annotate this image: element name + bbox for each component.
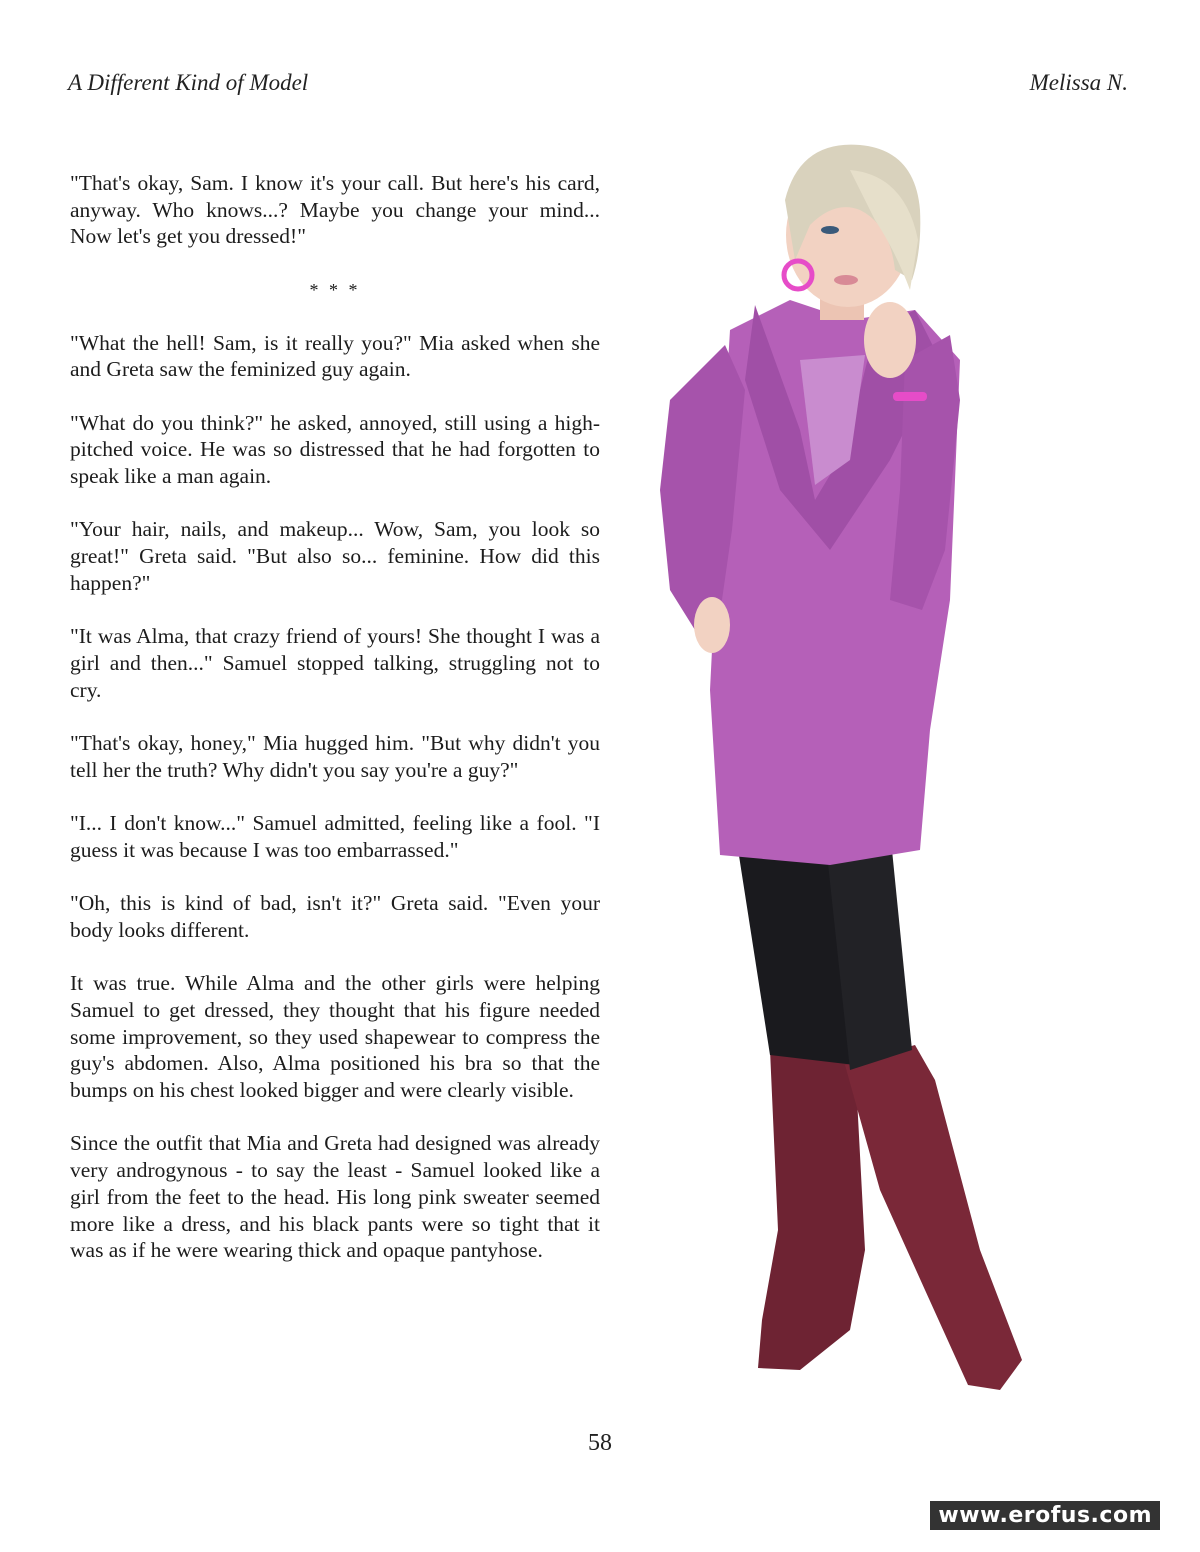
paragraph: "What do you think?" he asked, annoyed, still using a high-pitched voice. He was so distressed that he had forgotten to speak like a man again. (70, 410, 600, 488)
paragraph: "It was Alma, that crazy friend of yours! She thought I was a girl and then..." Samuel stopped talking, struggling not to cry. (70, 624, 600, 702)
eye (821, 226, 839, 234)
running-header-title: A Different Kind of Model (68, 70, 309, 95)
body-text (70, 170, 600, 1264)
hip-hand (694, 597, 730, 653)
bracelet (893, 392, 927, 401)
section-break: * * * (309, 279, 361, 300)
paragraph: Since the outfit that Mia and Greta had designed was already very androgynous - to say the least - Samuel looked like a girl from the feet to the head. His long pink sweater seemed more like a dress, and his black pants were so tight that it was as if he were wearing thick and opaque pantyhose. (70, 1131, 600, 1263)
paragraph: "What the hell! Sam, is it really you?" Mia asked when she and Greta saw the feminized guy again. (70, 330, 600, 382)
paragraph: "That's okay, Sam. I know it's your call. But here's his card, anyway. Who knows...? Maybe you change your mind... Now let's get you dressed!" (70, 171, 600, 249)
lips (834, 275, 858, 285)
watermark: www.erofus.com (930, 1501, 1160, 1530)
raised-hand (864, 302, 916, 378)
paragraph: "Your hair, nails, and makeup... Wow, Sam, you look so great!" Greta said. "But also so... feminine. How did this happen?" (70, 517, 600, 595)
paragraph: It was true. While Alma and the other girls were helping Samuel to get dressed, they thought that his figure needed some improvement, so they used shapewear to compress the guy's abdomen. Also, Alma positioned his bra so that the bumps on his chest looked bigger and were clearly visible. (70, 971, 600, 1103)
character-illustration (650, 130, 1070, 1400)
right-boot (845, 1045, 1022, 1390)
page-number: 58 (588, 1430, 612, 1456)
left-boot (758, 1050, 865, 1370)
paragraph: "That's okay, honey," Mia hugged him. "But why didn't you tell her the truth? Why didn't you say you're a guy?" (70, 730, 600, 782)
paragraph: "I... I don't know..." Samuel admitted, feeling like a fool. "I guess it was because I was too embarrassed." (70, 811, 600, 862)
paragraph: "Oh, this is kind of bad, isn't it?" Greta said. "Even your body looks different. (70, 891, 600, 942)
running-header-author: Melissa N. (1029, 70, 1128, 95)
